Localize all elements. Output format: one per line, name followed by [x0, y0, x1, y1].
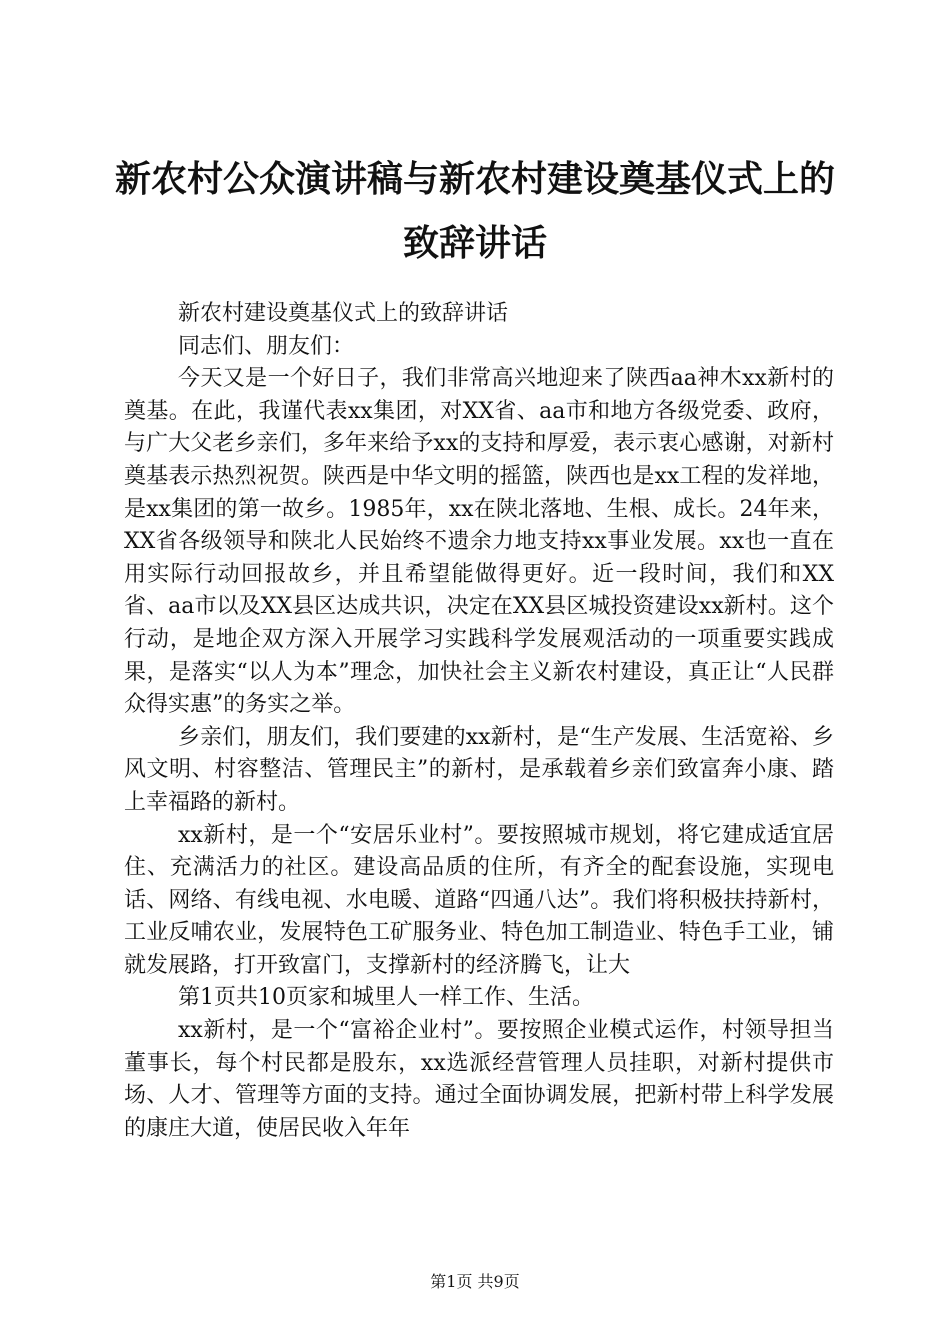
subtitle-paragraph: 新农村建设奠基仪式上的致辞讲话: [178, 301, 509, 326]
page-footer: 第1页 共9页: [430, 1272, 520, 1291]
salutation-paragraph: 同志们、朋友们：: [178, 333, 355, 359]
body-paragraph: xx新村，是一个“富裕企业村”。要按照企业模式运作，村领导担当董事长，每个村民都是股东，xx选派经营管理人员挂职，对新村提供市场、人才、管理等方面的支持。通过全面协调发展，把新村带上科学发展的康庄大道，使居民收入年年: [124, 1018, 834, 1141]
body-paragraph: 乡亲们，朋友们，我们要建的xx新村，是“生产发展、生活宽裕、乡风文明、村容整洁、管理民主”的新村，是承载着乡亲们致富奔小康、踏上幸福路的新村。: [124, 724, 834, 815]
body-paragraph: xx新村，是一个“安居乐业村”。要按照城市规划，将它建成适宜居住、充满活力的社区。建设高品质的住所，有齐全的配套设施，实现电话、网络、有线电视、水电暖、道路“四通八达”。我们将积极扶持新村，工业反哺农业，发展特色工矿服务业、特色加工制造业、特色手工业，铺就发展路，打开致富门，支撑新村的经济腾飞，让大: [124, 822, 834, 978]
document-title-line-1: 新农村公众演讲稿与新农村建设奠基仪式上的: [114, 159, 835, 200]
body-paragraph: 今天又是一个好日子，我们非常高兴地迎来了陕西aa神木xx新村的奠基。在此，我谨代表xx集团，对XX省、aa市和地方各级党委、政府，与广大父老乡亲们，多年来给予xx的支持和厚爱，表示衷心感谢，对新村奠基表示热烈祝贺。陕西是中华文明的摇篮，陕西也是xx工程的发祥地，是xx集团的第一故乡。1985年，xx在陕北落地、生根、成长。24年来，XX省各级领导和陕北人民始终不遗余力地支持xx事业发展。xx也一直在用实际行动回报故乡，并且希望能做得更好。近一段时间，我们和XX省、aa市以及XX县区达成共识，决定在XX县区城投资建设xx新村。这个行动，是地企双方深入开展学习实践科学发展观活动的一项重要实践成果，是落实“以人为本”理念，加快社会主义新农村建设，真正让“人民群众得实惠”的务实之举。: [124, 366, 834, 718]
body-paragraph: 第1页共10页家和城里人一样工作、生活。: [178, 985, 594, 1011]
document-title-line-2: 致辞讲话: [402, 223, 547, 264]
document-body: [124, 298, 834, 1145]
